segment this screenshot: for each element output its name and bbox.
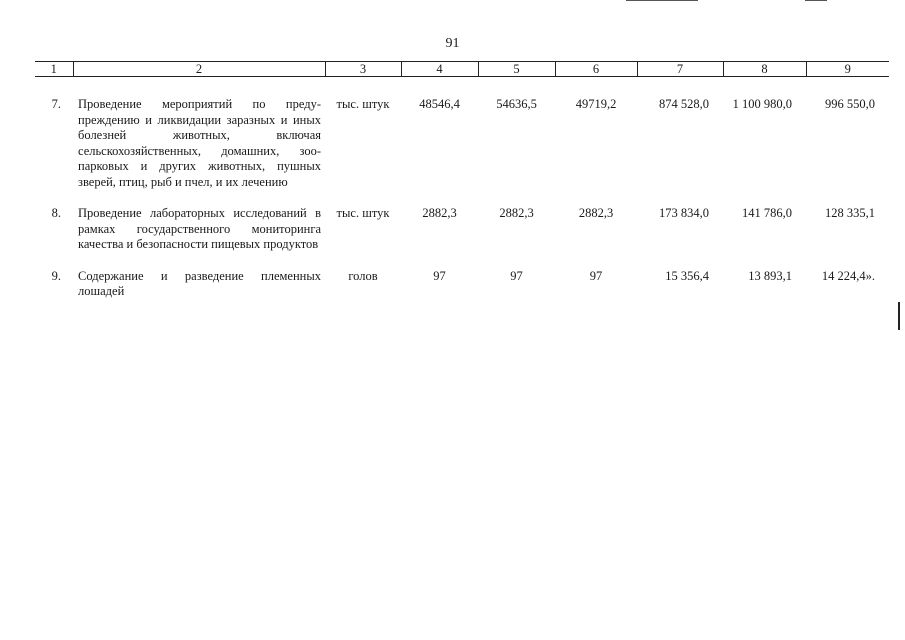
column-header: 9	[806, 62, 889, 77]
row-unit: тыс. штук	[336, 97, 390, 111]
value-cell: 874 528,0	[659, 97, 709, 111]
value-cell: 15 356,4	[665, 268, 709, 283]
table-row	[35, 190, 889, 253]
value-cell: 2882,3	[499, 206, 534, 220]
scan-edge-mark	[898, 302, 900, 330]
header-row	[35, 62, 889, 77]
row-number: 7.	[51, 97, 61, 111]
value-cell: 54636,5	[496, 97, 537, 111]
column-header: 8	[723, 62, 806, 77]
table-body	[35, 77, 889, 300]
table-row	[35, 77, 889, 191]
value-cell: 97	[433, 268, 446, 283]
scan-artifact-line	[626, 0, 698, 1]
table-row	[35, 253, 889, 300]
row-unit: тыс. штук	[336, 206, 390, 220]
row-unit: голов	[348, 268, 378, 283]
value-cell: 996 550,0	[825, 97, 875, 111]
value-cell: 97	[589, 268, 603, 283]
column-header: 2	[73, 62, 325, 77]
table-header	[35, 62, 889, 77]
value-cell: 48546,4	[419, 97, 460, 111]
column-header: 5	[478, 62, 555, 77]
value-cell: 173 834,0	[659, 206, 709, 220]
value-cell: 128 335,1	[825, 206, 875, 220]
row-description: Проведение лабораторных исследований в рамках государственного мониторинга качества и безопасности пищевых продуктов	[78, 206, 321, 251]
column-header: 6	[555, 62, 637, 77]
value-cell: 2882,3	[422, 206, 457, 220]
data-table	[35, 61, 889, 300]
value-cell: 13 893,1	[748, 268, 792, 283]
value-cell: 97	[510, 268, 523, 283]
value-cell: 2882,3	[578, 206, 614, 220]
page-number: 91	[445, 36, 460, 51]
column-header: 1	[35, 62, 73, 77]
row-description: Содержание и разведение племенных лошадей	[78, 268, 321, 298]
column-header: 4	[401, 62, 478, 77]
row-number: 9.	[51, 268, 61, 283]
value-cell: 141 786,0	[742, 206, 792, 220]
column-header: 7	[637, 62, 723, 77]
row-description: Проведение мероприятий по предупреждению и ликвидации заразных и иных болезней животных, включая сельскохозяйственных, домашних, зоопарковых и других животных, пушных зверей, птиц, рыб и пчел, и их лечению	[78, 97, 321, 189]
scan-artifact-line	[805, 0, 827, 1]
value-cell: 14 224,4».	[821, 268, 875, 283]
column-header: 3	[325, 62, 401, 77]
value-cell: 1 100 980,0	[732, 97, 792, 111]
value-cell: 49719,2	[575, 97, 617, 111]
row-number: 8.	[51, 206, 61, 220]
